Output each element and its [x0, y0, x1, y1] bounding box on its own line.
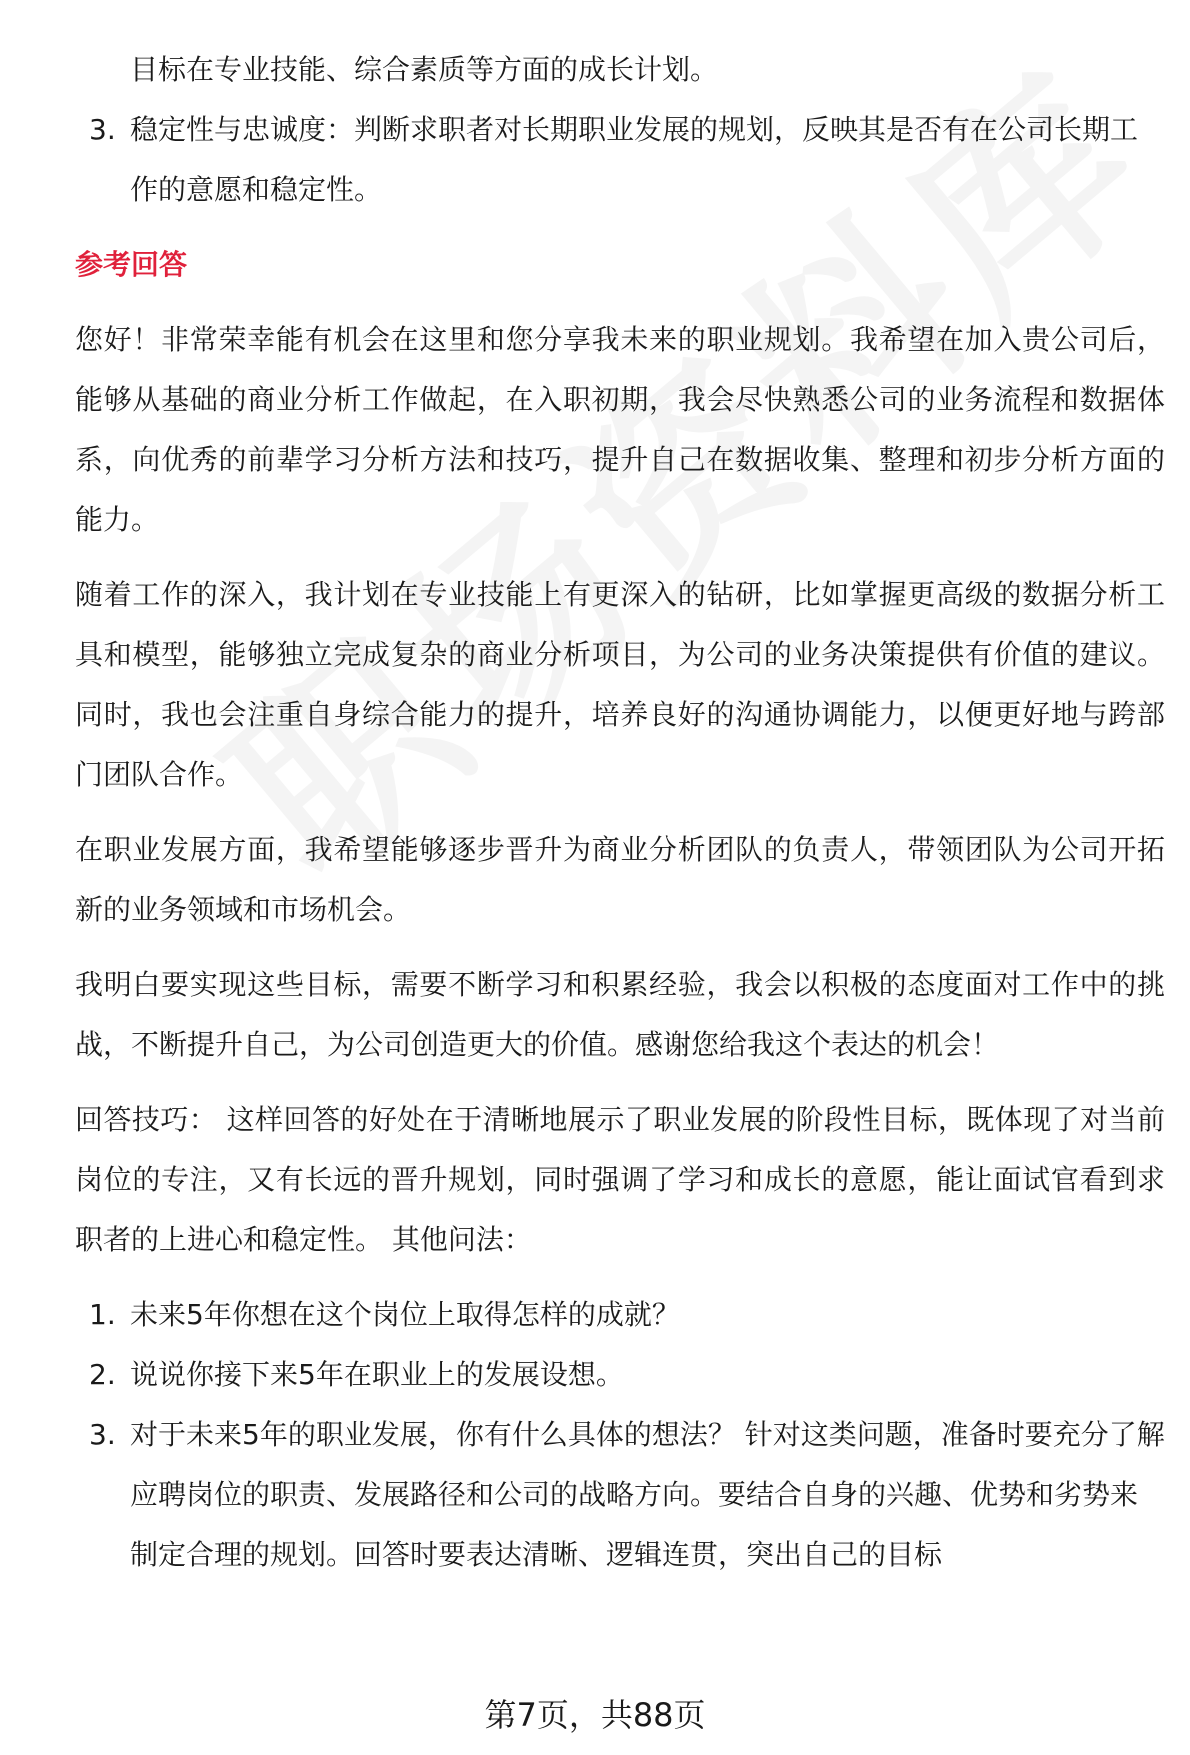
page-content — [75, 40, 1165, 1585]
list-item-text: 稳定性与忠诚度：判断求职者对长期职业发展的规划，反映其是否有在公司长期工作的意愿和稳定性。 — [130, 113, 1139, 206]
list-number: 1. — [89, 1298, 116, 1331]
list-item — [75, 100, 1165, 220]
list-number: 3. — [89, 1418, 116, 1451]
section-heading: 参考回答 — [75, 248, 188, 281]
page-number-footer: 第7页，共88页 — [484, 1696, 706, 1734]
paragraph: 我明白要实现这些目标，需要不断学习和积累经验，我会以积极的态度面对工作中的挑战，不断提升自己，为公司创造更大的价值。感谢您给我这个表达的机会！ — [75, 968, 1165, 1061]
other-questions-list — [75, 1285, 1165, 1585]
list-item-text: 说说你接下来5年在职业上的发展设想。 — [130, 1358, 624, 1391]
paragraph: 在职业发展方面，我希望能够逐步晋升为商业分析团队的负责人，带领团队为公司开拓新的业务领域和市场机会。 — [75, 833, 1165, 926]
answer-tips-paragraph: 回答技巧： 这样回答的好处在于清晰地展示了职业发展的阶段性目标，既体现了对当前岗位的专注，又有长远的晋升规划，同时强调了学习和成长的意愿，能让面试官看到求职者的上进心和稳定性。 其他问法： — [75, 1103, 1165, 1256]
list-item-text: 未来5年你想在这个岗位上取得怎样的成就？ — [130, 1298, 680, 1331]
list-item — [75, 1285, 1165, 1345]
list-number: 2. — [89, 1358, 116, 1391]
list-item-continuation: 目标在专业技能、综合素质等方面的成长计划。 — [130, 53, 719, 86]
paragraph: 随着工作的深入，我计划在专业技能上有更深入的钻研，比如掌握更高级的数据分析工具和模型，能够独立完成复杂的商业分析项目，为公司的业务决策提供有价值的建议。同时，我也会注重自身综合能力的提升，培养良好的沟通协调能力，以便更好地与跨部门团队合作。 — [75, 578, 1165, 791]
list-item — [75, 1345, 1165, 1405]
paragraph: 您好！非常荣幸能有机会在这里和您分享我未来的职业规划。我希望在加入贵公司后，能够从基础的商业分析工作做起，在入职初期，我会尽快熟悉公司的业务流程和数据体系，向优秀的前辈学习分析方法和技巧，提升自己在数据收集、整理和初步分析方面的能力。 — [75, 323, 1165, 536]
list-item — [75, 1405, 1165, 1585]
list-number: 3. — [89, 113, 116, 146]
list-item-text: 对于未来5年的职业发展，你有什么具体的想法？ 针对这类问题，准备时要充分了解应聘岗位的职责、发展路径和公司的战略方向。要结合自身的兴趣、优势和劣势来制定合理的规划。回答时要表达清晰、逻辑连贯，突出自己的目标 — [130, 1418, 1165, 1571]
